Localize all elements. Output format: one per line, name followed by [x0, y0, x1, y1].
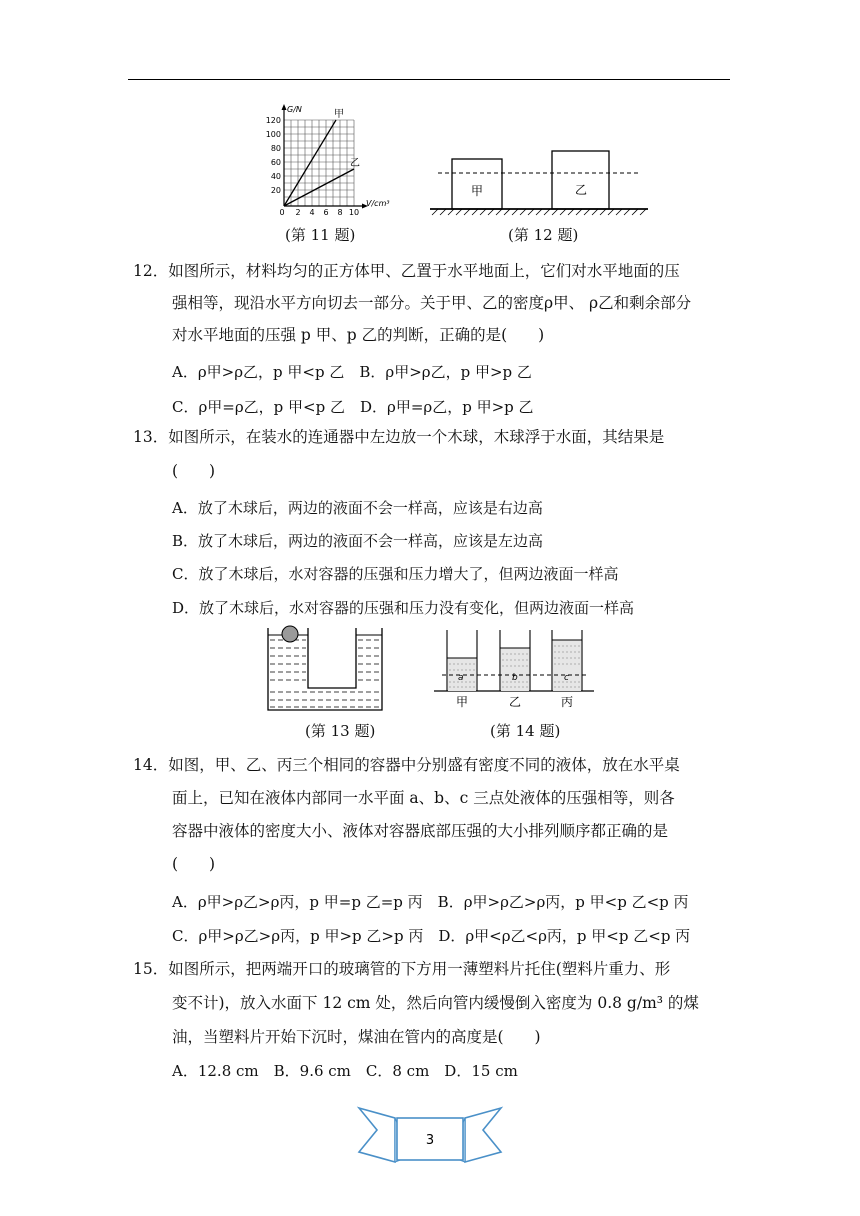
x-tick-label: 8	[337, 208, 343, 217]
grid	[284, 120, 354, 206]
question-14-options-ab: A．ρ甲>ρ乙>ρ丙，p 甲=p 乙=p 丙 B．ρ甲>ρ乙>ρ丙，p 甲<p 乙<p 丙	[172, 893, 689, 911]
question-14-options-cd: C．ρ甲>ρ乙>ρ丙，p 甲>p 乙>p 丙 D．ρ甲<ρ乙<ρ丙，p 甲<p 乙<p 丙	[172, 927, 691, 945]
figure-12-cubes	[428, 145, 650, 217]
container-label-jia: 甲	[456, 695, 469, 709]
x-tick-label: 6	[323, 208, 329, 217]
question-13-line-1: 13．如图所示，在装水的连通器中左边放一个木球，木球浮于水面，其结果是	[133, 428, 665, 446]
question-14-line-1: 14．如图，甲、乙、丙三个相同的容器中分别盛有密度不同的液体，放在水平桌	[133, 756, 680, 774]
figure-14-three-containers	[432, 628, 597, 710]
question-13-option-b: B．放了木球后，两边的液面不会一样高，应该是左边高	[172, 532, 544, 550]
point-a-label: a	[458, 673, 464, 683]
y-axis-label: G/N	[287, 105, 302, 114]
question-13-line-2: ( )	[172, 462, 216, 480]
x-tick-label: 0	[279, 208, 285, 217]
page-number: 3	[425, 1133, 435, 1148]
point-c-label: c	[564, 673, 569, 683]
question-14-line-4: ( )	[172, 855, 216, 873]
x-axis-label: V/cm³	[366, 199, 390, 208]
page-number-badge	[355, 1104, 505, 1178]
y-tick-labels	[266, 116, 281, 195]
y-tick-label: 120	[265, 116, 281, 125]
cube-yi-label: 乙	[575, 183, 588, 197]
y-tick-label: 20	[270, 186, 281, 195]
question-15-line-2: 变不计)，放入水面下 12 cm 处，然后向管内缓慢倒入密度为 0.8 g/m³ 的煤	[172, 994, 699, 1012]
point-b-label: b	[512, 673, 518, 683]
figure-13-caption: (第 13 题)	[305, 722, 376, 740]
figure-13-communicating-vessel	[262, 622, 387, 714]
header-rule	[128, 79, 730, 80]
x-tick-labels	[279, 208, 359, 217]
x-tick-label: 4	[309, 208, 315, 217]
question-14-line-3: 容器中液体的密度大小、液体对容器底部压强的大小排列顺序都正确的是	[172, 822, 669, 840]
figure-12-caption: (第 12 题)	[508, 226, 579, 244]
question-13-option-c: C．放了木球后，水对容器的压强和压力增大了，但两边液面一样高	[172, 565, 619, 583]
x-tick-label: 10	[348, 208, 360, 217]
wooden-ball	[282, 626, 298, 642]
container-label-bing: 丙	[561, 695, 574, 709]
y-tick-label: 60	[270, 158, 281, 167]
question-15-options: A．12.8 cm B．9.6 cm C．8 cm D．15 cm	[172, 1062, 518, 1080]
question-13-option-d: D．放了木球后，水对容器的压强和压力没有变化，但两边液面一样高	[172, 599, 635, 617]
question-15-line-1: 15．如图所示，把两端开口的玻璃管的下方用一薄塑料片托住(塑料片重力、形	[133, 960, 671, 978]
question-12-options-cd: C．ρ甲=ρ乙，p 甲<p 乙 D．ρ甲=ρ乙，p 甲>p 乙	[172, 398, 534, 416]
water-hatching	[270, 640, 380, 707]
question-12-options-ab: A．ρ甲>ρ乙，p 甲<p 乙 B．ρ甲>ρ乙，p 甲>p 乙	[172, 363, 532, 381]
y-tick-label: 40	[270, 172, 281, 181]
question-14-line-2: 面上，已知在液体内部同一水平面 a、b、c 三点处液体的压强相等，则各	[172, 789, 675, 807]
figure-14-caption: (第 14 题)	[490, 722, 561, 740]
figure-11-caption: (第 11 题)	[285, 226, 356, 244]
cube-jia-label: 甲	[471, 184, 484, 198]
line-jia	[284, 120, 336, 206]
question-12-line-3: 对水平地面的压强 p 甲、p 乙的判断，正确的是( )	[172, 326, 545, 344]
line-yi-label: 乙	[350, 158, 360, 169]
y-tick-label: 100	[265, 130, 281, 139]
question-13-option-a: A．放了木球后，两边的液面不会一样高，应该是右边高	[172, 499, 543, 517]
y-tick-label: 80	[270, 144, 281, 153]
question-12-line-1: 12．如图所示，材料均匀的正方体甲、乙置于水平地面上，它们对水平地面的压	[133, 262, 680, 280]
question-15-line-3: 油，当塑料片开始下沉时，煤油在管内的高度是( )	[172, 1028, 541, 1046]
x-tick-label: 2	[295, 208, 301, 217]
line-jia-label: 甲	[334, 109, 344, 120]
container-label-yi: 乙	[509, 695, 522, 709]
cube-yi	[552, 151, 609, 209]
figure-11-graph	[262, 100, 397, 218]
question-12-line-2: 强相等，现沿水平方向切去一部分。关于甲、乙的密度ρ甲、 ρ乙和剩余部分	[172, 294, 692, 312]
